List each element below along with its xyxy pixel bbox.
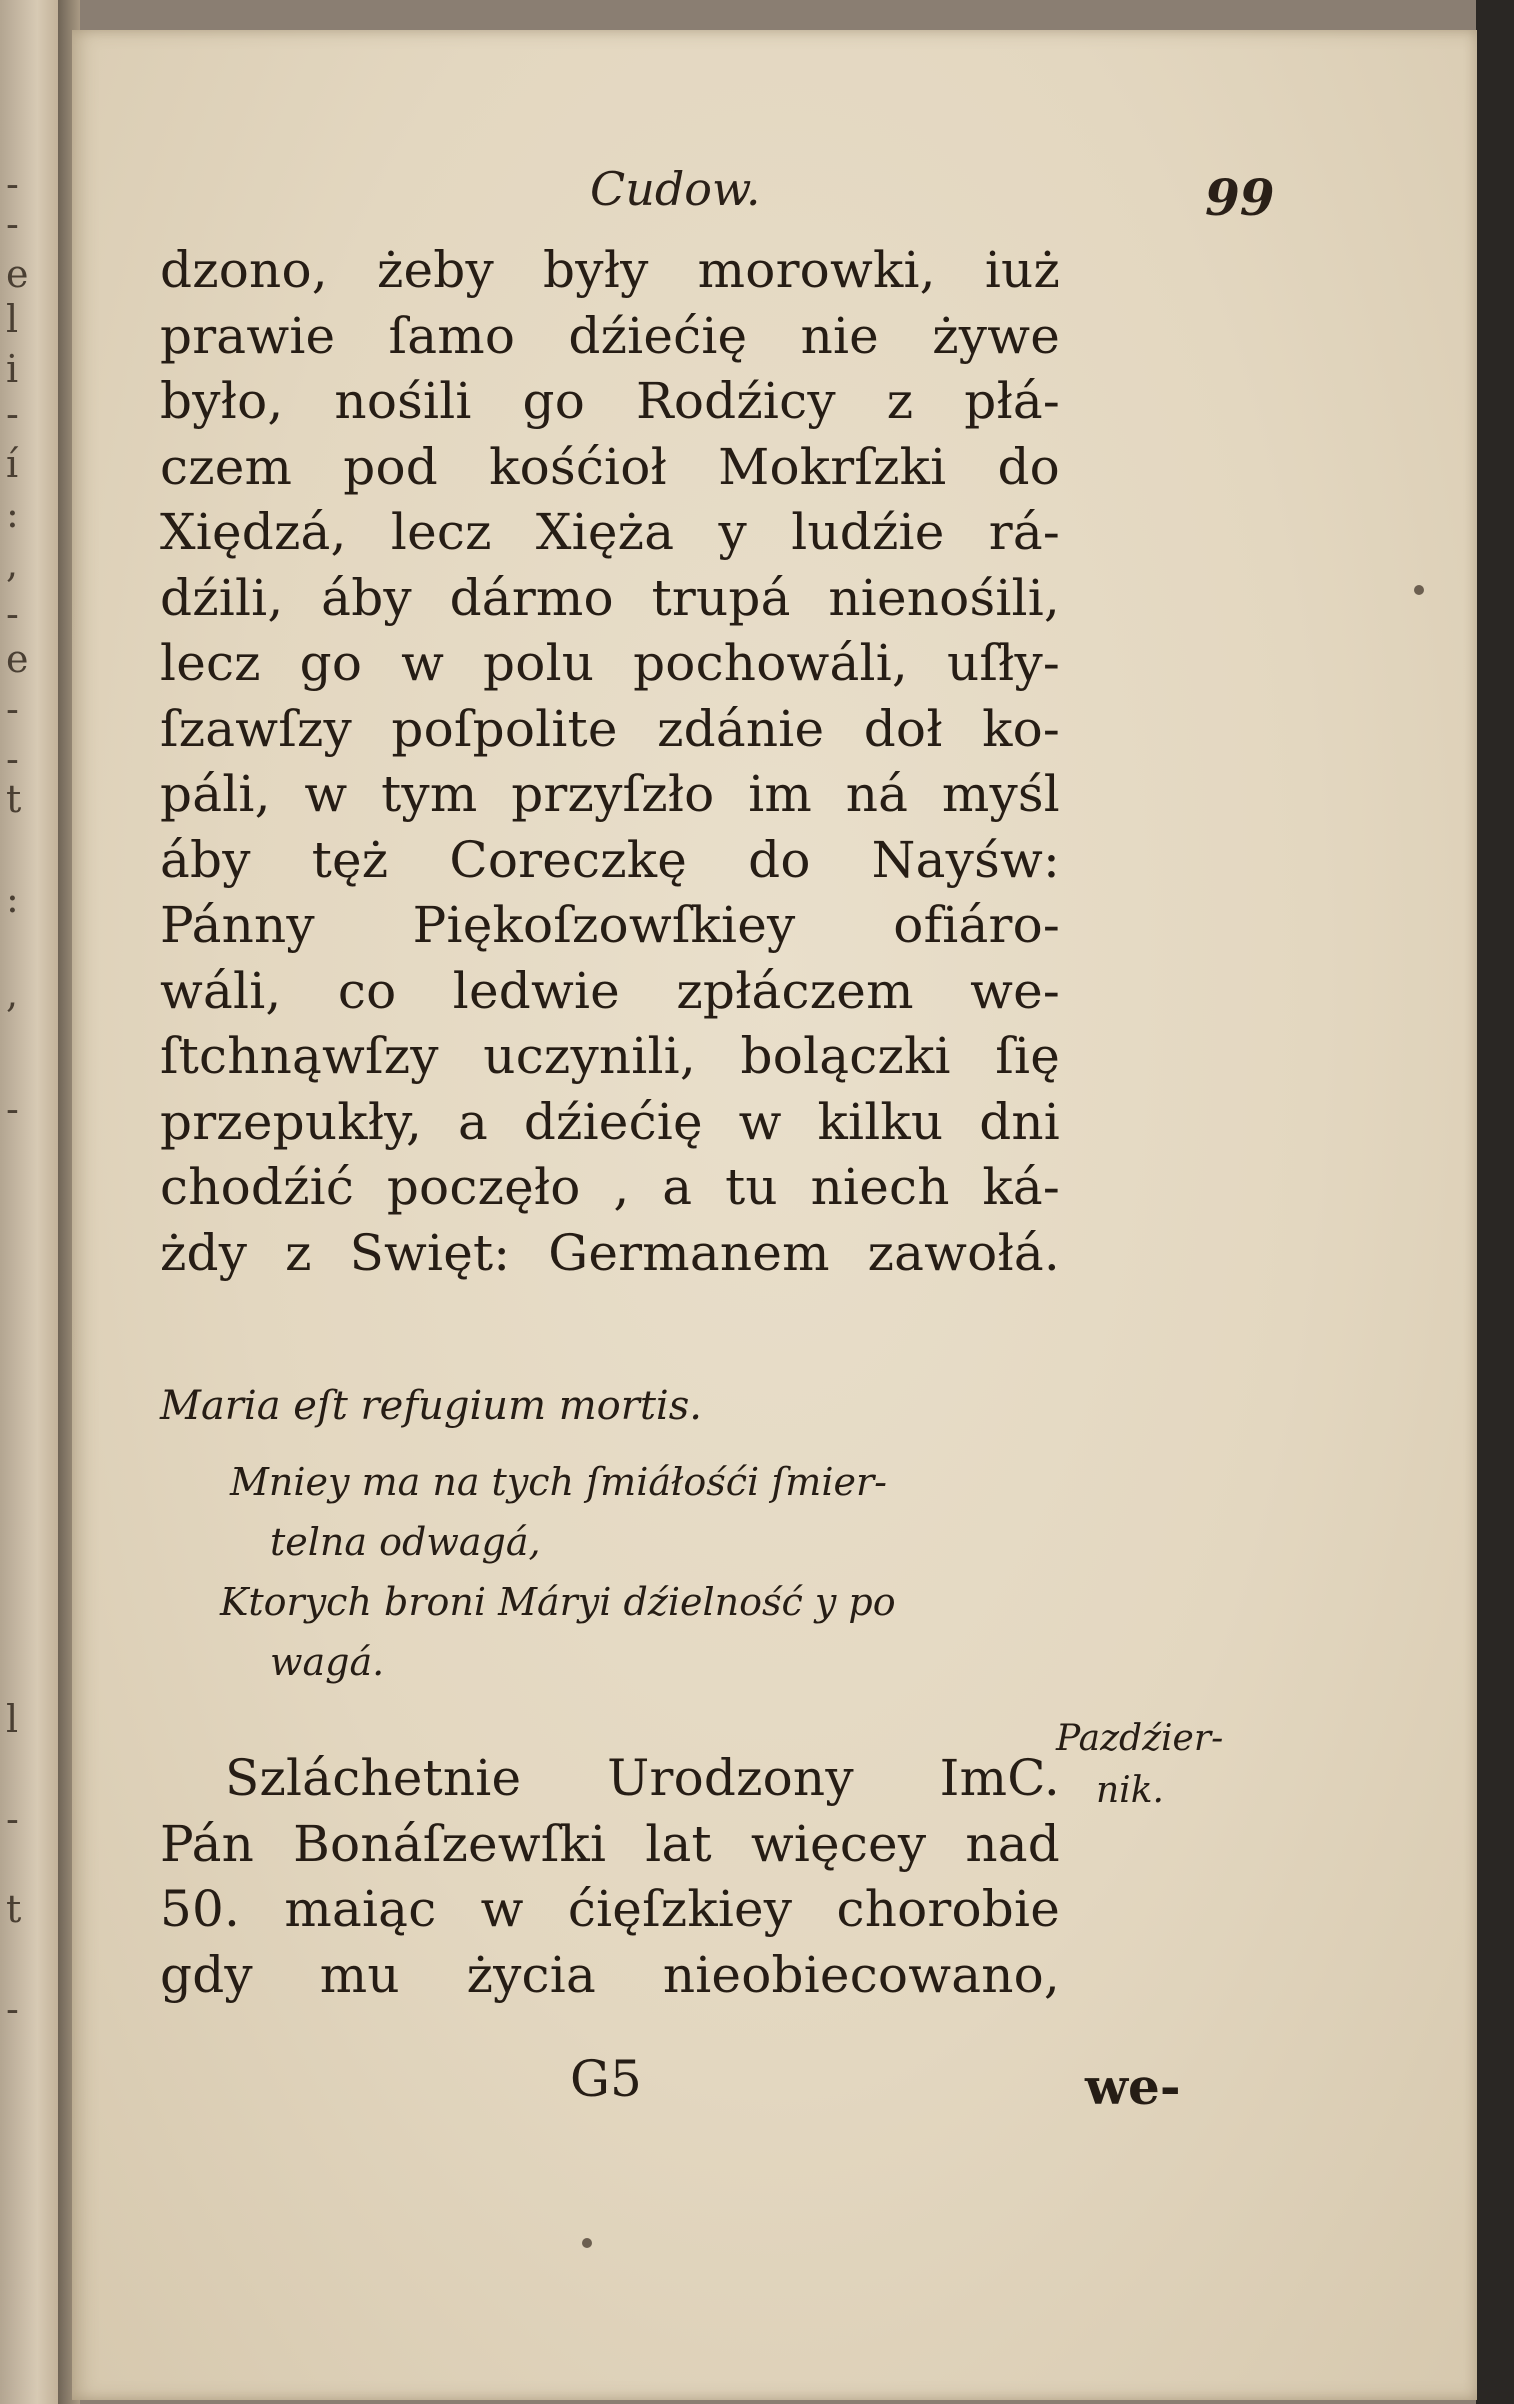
verse-line: wagá. xyxy=(270,1640,385,1684)
page-number: 99 xyxy=(1205,168,1275,227)
prev-page-mark: , xyxy=(6,542,19,586)
prev-page-mark: - xyxy=(6,1087,19,1131)
text-line: prawie ſamo dźiećię nie żywe xyxy=(160,306,1060,365)
second-paragraph xyxy=(160,1746,1060,2008)
text-line: dzono, żeby były morowki, iuż xyxy=(160,241,1060,299)
prev-page-mark: l xyxy=(6,297,19,341)
prev-page-mark: - xyxy=(6,162,19,206)
prev-page-mark: - xyxy=(6,687,19,731)
previous-page-margin-marks xyxy=(0,0,40,2404)
prev-page-mark: - xyxy=(6,202,19,246)
prev-page-mark: i xyxy=(6,347,19,391)
prev-page-mark: e xyxy=(6,637,29,681)
marginal-note-line: Pazdźier- xyxy=(1056,1718,1224,1759)
prev-page-mark: - xyxy=(6,592,19,636)
text-line: żdy z Swięt: Germanem zawołá. xyxy=(160,1223,1060,1282)
prev-page-mark: l xyxy=(6,1697,19,1741)
text-line: 50. maiąc w ćięſzkiey chorobie xyxy=(160,1880,1060,1938)
prev-page-mark: e xyxy=(6,252,29,296)
text-line: Szláchetnie Urodzony ImC. xyxy=(225,1749,1060,1807)
prev-page-mark: , xyxy=(6,972,19,1016)
text-line: dźili, áby dármo trupá nienośili, xyxy=(160,568,1060,627)
text-line: czem pod kośćioł Mokrſzki do xyxy=(160,437,1060,496)
prev-page-mark: : xyxy=(6,877,19,921)
ink-speck xyxy=(1414,585,1424,595)
verse-block xyxy=(200,1452,1080,1692)
prev-page-mark: t xyxy=(6,777,22,821)
prev-page-mark: - xyxy=(6,392,19,436)
text-line: gdy mu życia nieobiecowano, xyxy=(160,1945,1060,2004)
marginal-note xyxy=(1056,1713,1223,1817)
verse-line: Mniey ma na tych ſmiáłośći ſmier- xyxy=(230,1460,887,1504)
verse-line: Ktorych broni Máryi dźielność y po xyxy=(220,1580,896,1624)
ink-speck xyxy=(582,2238,592,2248)
text-line: ſzawſzy poſpolite zdánie doł ko- xyxy=(160,699,1060,758)
text-line: chodźić poczęło , a tu niech ká- xyxy=(160,1158,1060,1216)
verse-line: telna odwagá, xyxy=(270,1520,541,1564)
latin-motto: Maria eſt refugium mortis. xyxy=(160,1383,702,1429)
marginal-note-line: nik. xyxy=(1096,1770,1164,1811)
text-line: Xiędzá, lecz Xięża y ludźie rá- xyxy=(160,503,1060,561)
text-line: Pán Bonáſzewſki lat więcey nad xyxy=(160,1814,1060,1873)
text-line: wáli, co ledwie zpłáczem we- xyxy=(160,961,1060,1020)
text-line: Pánny Piękoſzowſkiey ofiáro- xyxy=(160,896,1060,954)
prev-page-mark: : xyxy=(6,492,19,536)
prev-page-mark: - xyxy=(6,737,19,781)
text-line: lecz go w polu pochowáli, uſły- xyxy=(160,634,1060,692)
running-head: Cudow. xyxy=(590,162,761,216)
prev-page-mark: t xyxy=(6,1887,22,1931)
body-paragraph xyxy=(160,238,1060,1286)
prev-page-mark: - xyxy=(6,1987,19,2031)
text-line: było, nośili go Rodźicy z płá- xyxy=(160,372,1060,430)
text-line: ſtchnąwſzy uczynili, bolączki ſię xyxy=(160,1027,1060,1085)
scan-background-edge xyxy=(1476,0,1514,2404)
prev-page-mark: í xyxy=(6,442,19,486)
prev-page-mark: - xyxy=(6,1797,19,1841)
text-line: páli, w tym przyſzło im ná myśl xyxy=(160,765,1060,823)
text-line: przepukły, a dźiećię w kilku dni xyxy=(160,1092,1060,1151)
catchword: we- xyxy=(1085,2057,1181,2116)
text-line: áby tęż Coreczkę do Nayśw: xyxy=(160,830,1060,889)
signature-mark: G5 xyxy=(570,2050,642,2108)
